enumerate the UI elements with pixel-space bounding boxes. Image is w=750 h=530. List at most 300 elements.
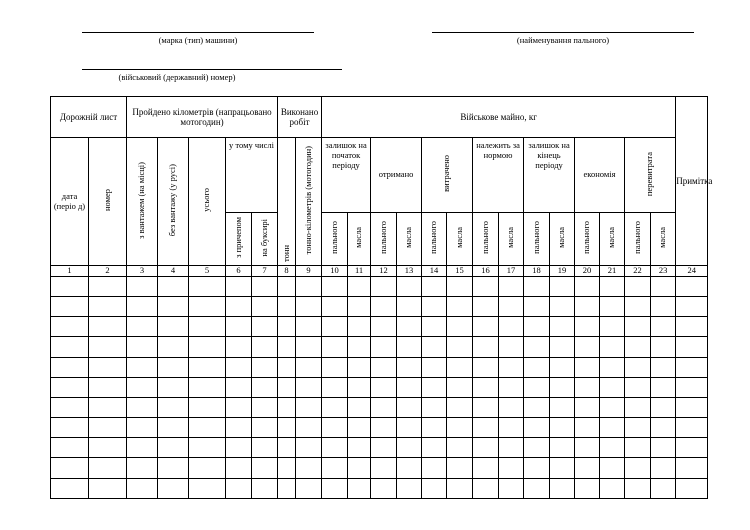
column-number: 10 [322, 265, 348, 276]
entry-cell[interactable] [524, 276, 550, 296]
entry-cell[interactable] [278, 377, 296, 397]
oil-header-text: масла [453, 227, 464, 248]
entry-cell[interactable] [322, 296, 348, 316]
oil-header-text: масла [606, 227, 617, 248]
column-number: 13 [397, 265, 422, 276]
entry-cell[interactable] [550, 377, 575, 397]
entry-cell[interactable] [651, 438, 676, 458]
entry-cell[interactable] [600, 418, 625, 438]
entry-cell[interactable] [397, 438, 422, 458]
column-number: 22 [625, 265, 651, 276]
entry-cell[interactable] [371, 337, 397, 357]
table-row [51, 377, 708, 397]
entry-cell[interactable] [89, 478, 127, 498]
entry-cell[interactable] [322, 397, 348, 417]
entry-cell[interactable] [252, 317, 278, 337]
entry-cell[interactable] [524, 418, 550, 438]
entry-cell[interactable] [127, 377, 158, 397]
entry-cell[interactable] [550, 337, 575, 357]
entry-cell[interactable] [397, 418, 422, 438]
entry-cell[interactable] [89, 357, 127, 377]
entry-cell[interactable] [296, 357, 322, 377]
entry-cell[interactable] [651, 357, 676, 377]
norm-header: належить за нормою [473, 138, 524, 213]
entry-cell[interactable] [158, 397, 189, 417]
tons-header [278, 138, 296, 265]
entry-cell[interactable] [252, 296, 278, 316]
entry-cell[interactable] [296, 458, 322, 478]
entry-cell[interactable] [524, 458, 550, 478]
entry-cell[interactable] [189, 418, 226, 438]
entry-cell[interactable] [296, 377, 322, 397]
column-number: 23 [651, 265, 676, 276]
entry-cell[interactable] [348, 458, 371, 478]
entry-cell[interactable] [600, 397, 625, 417]
entry-cell[interactable] [252, 377, 278, 397]
entry-cell[interactable] [600, 357, 625, 377]
entry-cell[interactable] [89, 438, 127, 458]
entry-cell[interactable] [625, 418, 651, 438]
entry-cell[interactable] [676, 458, 708, 478]
entry-cell[interactable] [348, 296, 371, 316]
entry-cell[interactable] [651, 296, 676, 316]
entry-cell[interactable] [676, 317, 708, 337]
entry-cell[interactable] [158, 478, 189, 498]
entry-cell[interactable] [600, 478, 625, 498]
entry-cell[interactable] [296, 337, 322, 357]
entry-cell[interactable] [51, 296, 89, 316]
entry-cell[interactable] [252, 478, 278, 498]
entry-cell[interactable] [397, 478, 422, 498]
entry-cell[interactable] [422, 357, 447, 377]
entry-cell[interactable] [252, 276, 278, 296]
entry-cell[interactable] [447, 397, 473, 417]
entry-cell[interactable] [278, 478, 296, 498]
entry-cell[interactable] [651, 377, 676, 397]
entry-cell[interactable] [473, 377, 499, 397]
entry-cell[interactable] [371, 438, 397, 458]
entry-cell[interactable] [322, 317, 348, 337]
entry-cell[interactable] [575, 337, 600, 357]
unloaded-header-text: без вантажу (у русі) [167, 164, 178, 237]
entry-cell[interactable] [422, 317, 447, 337]
entry-cell[interactable] [127, 397, 158, 417]
entry-cell[interactable] [189, 478, 226, 498]
entry-cell[interactable] [226, 357, 252, 377]
entry-cell[interactable] [651, 418, 676, 438]
entry-cell[interactable] [189, 458, 226, 478]
entry-cell[interactable] [127, 276, 158, 296]
entry-cell[interactable] [447, 418, 473, 438]
entry-cell[interactable] [89, 418, 127, 438]
entry-cell[interactable] [499, 337, 524, 357]
entry-cell[interactable] [397, 357, 422, 377]
entry-cell[interactable] [422, 296, 447, 316]
entry-cell[interactable] [600, 337, 625, 357]
entry-cell[interactable] [158, 357, 189, 377]
entry-cell[interactable] [296, 418, 322, 438]
entry-cell[interactable] [127, 337, 158, 357]
entry-cell[interactable] [575, 276, 600, 296]
entry-cell[interactable] [550, 317, 575, 337]
entry-cell[interactable] [296, 397, 322, 417]
table-row [51, 296, 708, 316]
column-number-row [51, 265, 708, 276]
entry-cell[interactable] [625, 296, 651, 316]
entry-cell[interactable] [371, 397, 397, 417]
column-number: 17 [499, 265, 524, 276]
date-header: дата (періо д) [51, 138, 89, 265]
fuel-header [473, 213, 499, 266]
loaded-header [127, 138, 158, 265]
entry-cell[interactable] [600, 458, 625, 478]
entry-cell[interactable] [575, 357, 600, 377]
entry-cell[interactable] [51, 377, 89, 397]
entry-cell[interactable] [158, 438, 189, 458]
entry-cell[interactable] [676, 438, 708, 458]
entry-cell[interactable] [397, 317, 422, 337]
entry-cell[interactable] [252, 438, 278, 458]
entry-cell[interactable] [473, 478, 499, 498]
entry-cell[interactable] [322, 337, 348, 357]
entry-cell[interactable] [625, 357, 651, 377]
entry-cell[interactable] [625, 337, 651, 357]
machine-brand-caption: (марка (тип) машини) [158, 35, 238, 45]
entry-cell[interactable] [676, 296, 708, 316]
entry-cell[interactable] [51, 418, 89, 438]
entry-cell[interactable] [371, 296, 397, 316]
entry-cell[interactable] [278, 438, 296, 458]
entry-cell[interactable] [550, 357, 575, 377]
table-row [51, 458, 708, 478]
entry-cell[interactable] [89, 296, 127, 316]
entry-cell[interactable] [676, 397, 708, 417]
entry-cell[interactable] [575, 438, 600, 458]
entry-cell[interactable] [499, 276, 524, 296]
entry-cell[interactable] [473, 337, 499, 357]
entry-cell[interactable] [575, 458, 600, 478]
entry-cell[interactable] [226, 438, 252, 458]
spent-header-text: витрачено [441, 155, 452, 193]
entry-cell[interactable] [550, 418, 575, 438]
entry-cell[interactable] [473, 357, 499, 377]
entry-cell[interactable] [371, 317, 397, 337]
entry-cell[interactable] [499, 296, 524, 316]
entry-cell[interactable] [322, 458, 348, 478]
entry-cell[interactable] [676, 357, 708, 377]
entry-cell[interactable] [226, 418, 252, 438]
entry-cell[interactable] [397, 276, 422, 296]
entry-cell[interactable] [422, 478, 447, 498]
entry-cell[interactable] [158, 337, 189, 357]
entry-cell[interactable] [189, 397, 226, 417]
entry-cell[interactable] [600, 377, 625, 397]
balance-end-header: залишок на кінець періоду [524, 138, 575, 213]
entry-cell[interactable] [397, 337, 422, 357]
entry-cell[interactable] [278, 296, 296, 316]
entry-cell[interactable] [127, 296, 158, 316]
entry-cell[interactable] [575, 296, 600, 316]
entry-cell[interactable] [550, 478, 575, 498]
entry-cell[interactable] [499, 397, 524, 417]
entry-cell[interactable] [524, 337, 550, 357]
entry-cell[interactable] [447, 276, 473, 296]
entry-cell[interactable] [189, 357, 226, 377]
entry-cell[interactable] [158, 377, 189, 397]
entry-cell[interactable] [473, 397, 499, 417]
entry-cell[interactable] [447, 458, 473, 478]
entry-cell[interactable] [226, 458, 252, 478]
entry-cell[interactable] [625, 397, 651, 417]
entry-cell[interactable] [348, 337, 371, 357]
entry-cell[interactable] [524, 317, 550, 337]
entry-cell[interactable] [252, 397, 278, 417]
entry-cell[interactable] [422, 377, 447, 397]
entry-cell[interactable] [127, 438, 158, 458]
entry-cell[interactable] [89, 458, 127, 478]
column-number: 3 [127, 265, 158, 276]
entry-cell[interactable] [189, 276, 226, 296]
entry-cell[interactable] [51, 357, 89, 377]
entry-cell[interactable] [89, 377, 127, 397]
entry-cell[interactable] [127, 357, 158, 377]
entry-cell[interactable] [158, 418, 189, 438]
table-row [51, 418, 708, 438]
entry-cell[interactable] [158, 458, 189, 478]
entry-cell[interactable] [278, 458, 296, 478]
entry-cell[interactable] [473, 438, 499, 458]
entry-cell[interactable] [651, 337, 676, 357]
entry-cell[interactable] [252, 357, 278, 377]
entry-cell[interactable] [499, 458, 524, 478]
entry-cell[interactable] [51, 478, 89, 498]
column-number: 5 [189, 265, 226, 276]
entry-cell[interactable] [422, 418, 447, 438]
entry-cell[interactable] [447, 296, 473, 316]
entry-cell[interactable] [422, 458, 447, 478]
column-number: 7 [252, 265, 278, 276]
entry-cell[interactable] [447, 357, 473, 377]
entry-cell[interactable] [447, 377, 473, 397]
entry-cell[interactable] [397, 377, 422, 397]
entry-cell[interactable] [278, 418, 296, 438]
entry-cell[interactable] [676, 418, 708, 438]
entry-cell[interactable] [127, 458, 158, 478]
entry-cell[interactable] [278, 276, 296, 296]
entry-cell[interactable] [575, 317, 600, 337]
with-trailer-header-text: з причепом [232, 217, 243, 258]
balance-start-header: залишок на початок періоду [322, 138, 371, 213]
entry-cell[interactable] [252, 337, 278, 357]
towing-header [252, 213, 278, 266]
entry-cell[interactable] [600, 296, 625, 316]
entry-cell[interactable] [447, 478, 473, 498]
entry-cell[interactable] [422, 438, 447, 458]
entry-cell[interactable] [397, 458, 422, 478]
entry-cell[interactable] [296, 296, 322, 316]
entry-cell[interactable] [322, 418, 348, 438]
entry-cell[interactable] [322, 438, 348, 458]
towing-header-text: на буксирі [258, 218, 269, 257]
entry-cell[interactable] [422, 337, 447, 357]
entry-cell[interactable] [651, 458, 676, 478]
entry-cell[interactable] [278, 357, 296, 377]
entry-cell[interactable] [550, 397, 575, 417]
entry-cell[interactable] [473, 418, 499, 438]
entry-cell[interactable] [371, 478, 397, 498]
entry-cell[interactable] [226, 397, 252, 417]
fuel-header [625, 213, 651, 266]
entry-cell[interactable] [296, 317, 322, 337]
entry-cell[interactable] [189, 296, 226, 316]
entry-cell[interactable] [422, 276, 447, 296]
entry-cell[interactable] [127, 317, 158, 337]
entry-cell[interactable] [676, 337, 708, 357]
entry-cell[interactable] [89, 397, 127, 417]
entry-cell[interactable] [473, 458, 499, 478]
oil-header [600, 213, 625, 266]
entry-cell[interactable] [625, 276, 651, 296]
entry-cell[interactable] [651, 276, 676, 296]
entry-cell[interactable] [51, 317, 89, 337]
entry-cell[interactable] [158, 317, 189, 337]
entry-cell[interactable] [371, 377, 397, 397]
entry-cell[interactable] [499, 478, 524, 498]
entry-cell[interactable] [296, 276, 322, 296]
entry-cell[interactable] [89, 276, 127, 296]
entry-cell[interactable] [322, 357, 348, 377]
entry-cell[interactable] [499, 438, 524, 458]
entry-cell[interactable] [447, 438, 473, 458]
entry-cell[interactable] [296, 438, 322, 458]
entry-cell[interactable] [524, 357, 550, 377]
entry-cell[interactable] [499, 377, 524, 397]
entry-cell[interactable] [226, 478, 252, 498]
entry-cell[interactable] [189, 438, 226, 458]
entry-cell[interactable] [371, 458, 397, 478]
entry-cell[interactable] [473, 317, 499, 337]
oil-header-text: масла [403, 227, 414, 248]
entry-cell[interactable] [625, 438, 651, 458]
table-row [51, 276, 708, 296]
entry-cell[interactable] [226, 317, 252, 337]
entry-cell[interactable] [158, 276, 189, 296]
entry-cell[interactable] [447, 317, 473, 337]
entry-cell[interactable] [348, 438, 371, 458]
entry-cell[interactable] [550, 276, 575, 296]
entry-cell[interactable] [348, 276, 371, 296]
ton-km-header-text: тонно-кілометрів (мотогодин) [302, 145, 313, 255]
entry-cell[interactable] [226, 296, 252, 316]
entry-cell[interactable] [600, 276, 625, 296]
entry-cell[interactable] [348, 377, 371, 397]
entry-cell[interactable] [600, 317, 625, 337]
entry-cell[interactable] [226, 337, 252, 357]
entry-cell[interactable] [278, 317, 296, 337]
entry-cell[interactable] [89, 317, 127, 337]
entry-cell[interactable] [499, 418, 524, 438]
entry-cell[interactable] [524, 438, 550, 458]
entry-cell[interactable] [89, 337, 127, 357]
entry-cell[interactable] [575, 397, 600, 417]
entry-cell[interactable] [127, 418, 158, 438]
entry-cell[interactable] [51, 276, 89, 296]
entry-cell[interactable] [127, 478, 158, 498]
entry-cell[interactable] [278, 337, 296, 357]
entry-cell[interactable] [51, 337, 89, 357]
entry-cell[interactable] [575, 377, 600, 397]
entry-cell[interactable] [226, 377, 252, 397]
entry-cell[interactable] [575, 418, 600, 438]
entry-cell[interactable] [575, 478, 600, 498]
entry-cell[interactable] [550, 438, 575, 458]
entry-cell[interactable] [322, 276, 348, 296]
entry-cell[interactable] [348, 418, 371, 438]
entry-cell[interactable] [322, 377, 348, 397]
entry-cell[interactable] [625, 317, 651, 337]
entry-cell[interactable] [625, 458, 651, 478]
entry-cell[interactable] [524, 478, 550, 498]
entry-cell[interactable] [397, 397, 422, 417]
entry-cell[interactable] [371, 357, 397, 377]
entry-cell[interactable] [348, 317, 371, 337]
entry-cell[interactable] [226, 276, 252, 296]
entry-cell[interactable] [550, 296, 575, 316]
entry-cell[interactable] [651, 478, 676, 498]
entry-cell[interactable] [189, 317, 226, 337]
entry-cell[interactable] [550, 458, 575, 478]
entry-cell[interactable] [51, 397, 89, 417]
entry-cell[interactable] [278, 397, 296, 417]
entry-cell[interactable] [625, 377, 651, 397]
entry-cell[interactable] [676, 377, 708, 397]
entry-cell[interactable] [51, 438, 89, 458]
entry-cell[interactable] [651, 397, 676, 417]
entry-cell[interactable] [499, 317, 524, 337]
entry-cell[interactable] [447, 337, 473, 357]
fuel-header-text: пального [479, 221, 490, 254]
entry-cell[interactable] [524, 377, 550, 397]
entry-cell[interactable] [651, 317, 676, 337]
entry-cell[interactable] [371, 276, 397, 296]
entry-cell[interactable] [158, 296, 189, 316]
fuel-name-line [432, 32, 694, 33]
entry-cell[interactable] [189, 377, 226, 397]
entry-cell[interactable] [676, 276, 708, 296]
entry-cell[interactable] [625, 478, 651, 498]
entry-cell[interactable] [676, 478, 708, 498]
entry-cell[interactable] [397, 296, 422, 316]
entry-cell[interactable] [600, 438, 625, 458]
entry-cell[interactable] [524, 296, 550, 316]
oil-header [447, 213, 473, 266]
entry-cell[interactable] [422, 397, 447, 417]
entry-cell[interactable] [499, 357, 524, 377]
entry-cell[interactable] [473, 296, 499, 316]
entry-cell[interactable] [371, 418, 397, 438]
entry-cell[interactable] [348, 478, 371, 498]
entry-cell[interactable] [252, 418, 278, 438]
entry-cell[interactable] [296, 478, 322, 498]
entry-cell[interactable] [322, 478, 348, 498]
entry-cell[interactable] [252, 458, 278, 478]
entry-cell[interactable] [189, 337, 226, 357]
entry-cell[interactable] [51, 458, 89, 478]
entry-cell[interactable] [524, 397, 550, 417]
entry-cell[interactable] [348, 397, 371, 417]
entry-cell[interactable] [473, 276, 499, 296]
entry-cell[interactable] [348, 357, 371, 377]
